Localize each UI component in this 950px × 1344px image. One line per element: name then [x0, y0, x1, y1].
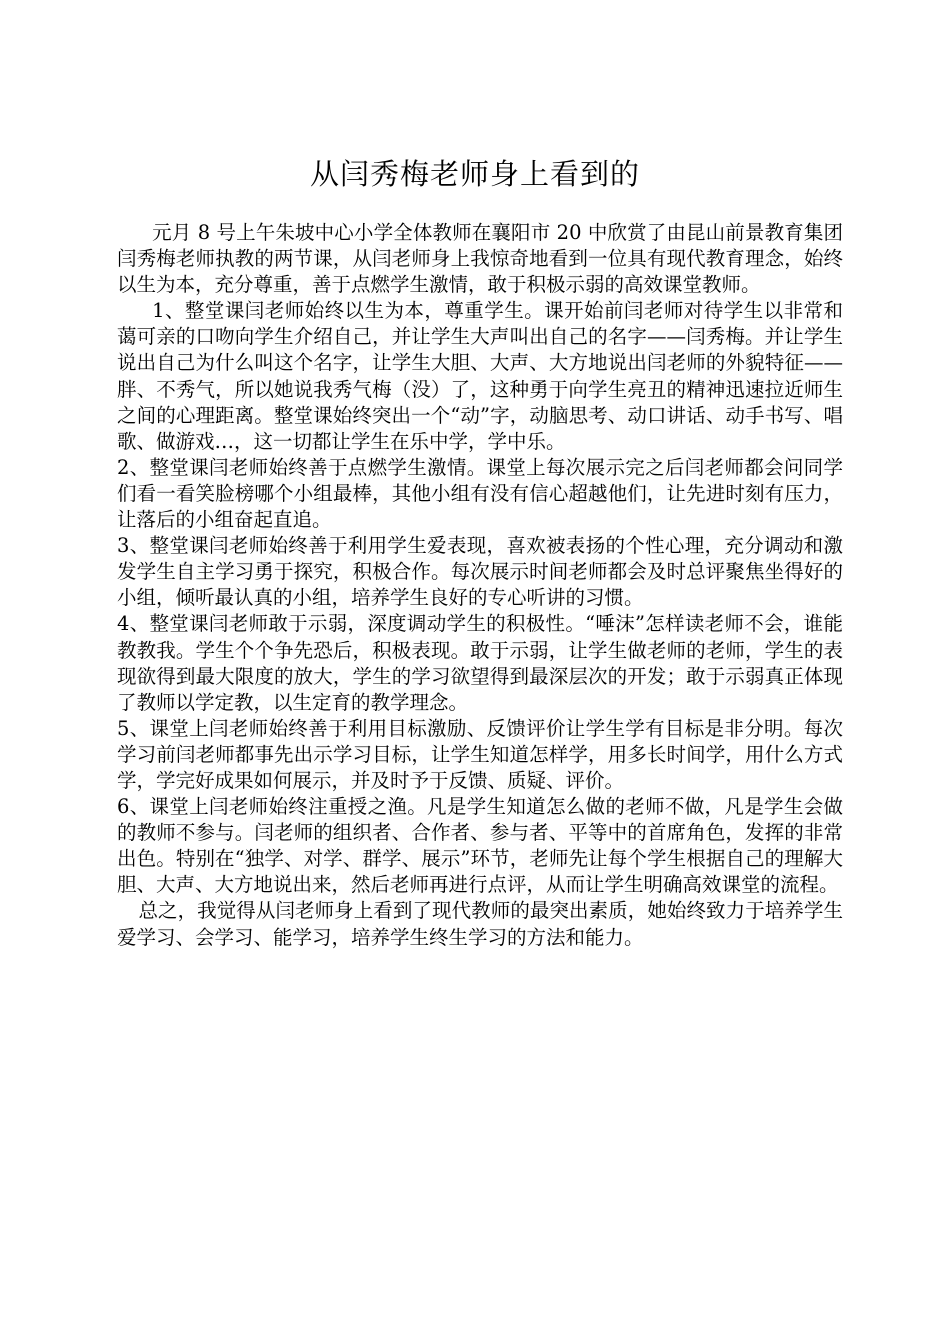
point-1-paragraph: 1、整堂课闫老师始终以生为本，尊重学生。课开始前闫老师对待学生以非常和蔼可亲的口吻向学生介绍自己，并让学生大声叫出自己的名字——闫秀梅。并让学生说出自己为什么叫这个名字，让学生大胆、大声、大方地说出闫老师的外貌特征——胖、不秀气，所以她说我秀气梅（没）了，这种勇于向学生亮丑的精神迅速拉近师生之间的心理距离。整堂课始终突出一个“动”字，动脑思考、动口讲话、动手书写、唱歌、做游戏…，这一切都让学生在乐中学，学中乐。 — [117, 299, 843, 453]
intro-paragraph: 元月 8 号上午朱坡中心小学全体教师在襄阳市 20 中欣赏了由昆山前景教育集团闫秀梅老师执教的两节课，从闫老师身上我惊奇地看到一位具有现代教育理念，始终以生为本，充分尊重，善于点燃学生激情，敢于积极示弱的高效课堂教师。 — [117, 221, 843, 297]
point-4-paragraph: 4、整堂课闫老师敢于示弱，深度调动学生的积极性。“唾沫”怎样读老师不会，谁能教教我。学生个个争先恐后，积极表现。敢于示弱，让学生做老师的老师，学生的表现欲得到最大限度的放大，学生的学习欲望得到最深层次的开发；敢于示弱真正体现了教师以学定教，以生定育的教学理念。 — [117, 612, 843, 714]
point-2-paragraph: 2、整堂课闫老师始终善于点燃学生激情。课堂上每次展示完之后闫老师都会问同学们看一看笑脸榜哪个小组最棒，其他小组有没有信心超越他们，让先进时刻有压力，让落后的小组奋起直追。 — [117, 455, 843, 532]
document-body — [117, 220, 843, 951]
point-6-paragraph: 6、课堂上闫老师始终注重授之渔。凡是学生知道怎么做的老师不做，凡是学生会做的教师不参与。闫老师的组织者、合作者、参与者、平等中的首席角色，发挥的非常出色。特别在“独学、对学、群学、展示”环节，老师先让每个学生根据自己的理解大胆、大声、大方地说出来，然后老师再进行点评，从而让学生明确高效课堂的流程。 — [117, 795, 843, 897]
conclusion-paragraph: 总之，我觉得从闫老师身上看到了现代教师的最突出素质，她始终致力于培养学生爱学习、会学习、能学习，培养学生终生学习的方法和能力。 — [117, 899, 843, 949]
point-3-paragraph: 3、整堂课闫老师始终善于利用学生爱表现，喜欢被表扬的个性心理，充分调动和激发学生自主学习勇于探究，积极合作。每次展示时间老师都会及时总评聚焦坐得好的小组，倾听最认真的小组，培养学生良好的专心听讲的习惯。 — [117, 534, 843, 610]
point-5-paragraph: 5、课堂上闫老师始终善于利用目标激励、反馈评价让学生学有目标是非分明。每次学习前闫老师都事先出示学习目标，让学生知道怎样学，用多长时间学，用什么方式学，学完好成果如何展示，并及时予于反馈、质疑、评价。 — [117, 716, 843, 792]
document-title: 从闫秀梅老师身上看到的 — [309, 157, 640, 191]
